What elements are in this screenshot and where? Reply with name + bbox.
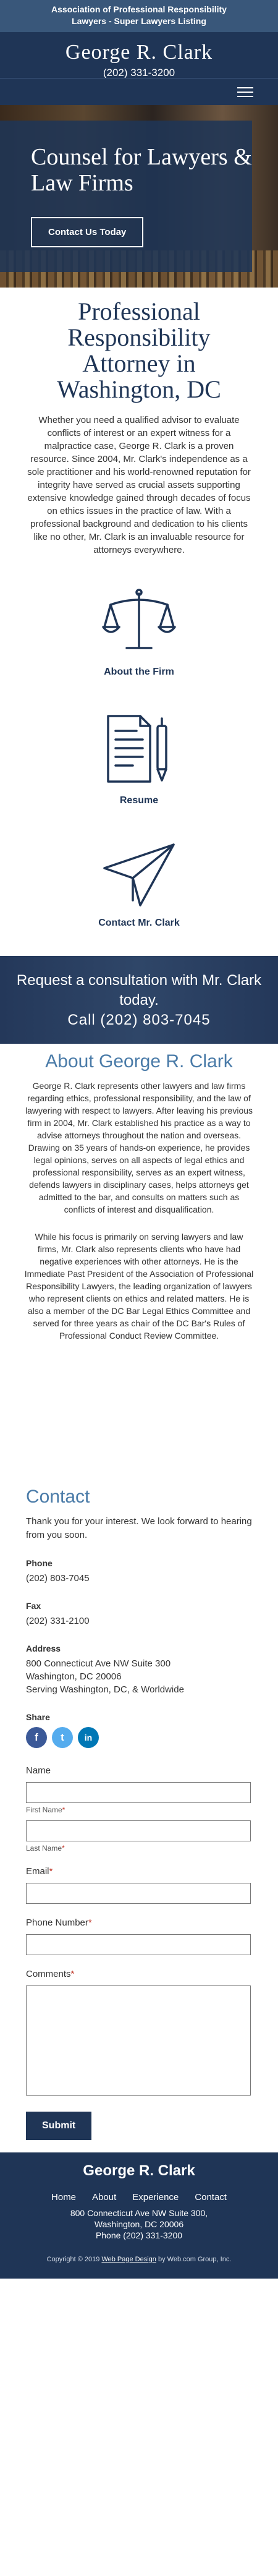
share-label: Share <box>26 1712 50 1722</box>
last-name-input[interactable] <box>26 1820 251 1841</box>
nav-bar <box>0 78 278 105</box>
consultation-band <box>0 956 278 1044</box>
email-label: Email* <box>26 1866 53 1877</box>
footer-nav <box>0 2192 278 2203</box>
footer-nav-experience[interactable]: Experience <box>132 2192 179 2203</box>
paper-plane-icon <box>102 841 176 909</box>
consult-phone[interactable]: Call (202) 803-7045 <box>67 1012 211 1028</box>
share-buttons <box>26 1727 252 1748</box>
hamburger-menu-icon[interactable] <box>237 87 253 97</box>
comments-textarea[interactable] <box>26 1985 251 2096</box>
first-name-label: First Name* <box>26 1806 65 1814</box>
fax-value: (202) 331-2100 <box>26 1616 90 1626</box>
twitter-icon[interactable]: t <box>52 1727 73 1748</box>
feature-label: About the Firm <box>104 667 174 677</box>
web-design-link[interactable]: Web Page Design <box>101 2256 156 2263</box>
fax-label: Fax <box>26 1601 41 1611</box>
address-line-2: Washington, DC 20006 <box>26 1671 122 1682</box>
feature-resume[interactable] <box>0 712 278 806</box>
about-paragraph-2: While his focus is primarily on serving lawyers and law firms, Mr. Clark also represents clients who have had negative experiences with other attorneys. He is the Immediate Past President of the Association of Professional Responsibility Lawyers, the leading organization of lawyers who represent clients on ethics and related matters. He is also a member of the DC Bar Legal Ethics Committee and served for three years as chair of the DC Bar's Rules of Professional Conduct Review Committee. <box>24 1232 254 1341</box>
phone-value[interactable]: (202) 803-7045 <box>26 1573 90 1584</box>
footer-nav-contact[interactable]: Contact <box>195 2192 227 2203</box>
about-section <box>0 1044 278 1342</box>
footer-nav-about[interactable]: About <box>92 2192 117 2203</box>
document-icon <box>102 712 176 787</box>
intro-section <box>0 288 278 557</box>
footer-address-line-2: Washington, DC 20006 <box>94 2219 184 2229</box>
phone-number-input[interactable] <box>26 1934 251 1955</box>
intro-heading: Professional Responsibility Attorney in Washington, DC <box>57 297 221 403</box>
contact-section <box>0 1486 278 2140</box>
contact-heading: Contact <box>26 1486 90 1507</box>
footer-address <box>0 2207 278 2241</box>
address-value <box>26 1657 252 1696</box>
phone-label: Phone <box>26 1558 53 1568</box>
copyright-prefix: Copyright © 2019 <box>46 2256 100 2263</box>
site-header <box>0 32 278 105</box>
hero-banner <box>0 105 278 288</box>
submit-button[interactable]: Submit <box>26 2112 91 2140</box>
site-name[interactable]: George R. Clark <box>65 41 213 64</box>
scales-icon <box>102 584 176 658</box>
hero-panel <box>0 121 252 272</box>
site-footer <box>0 2152 278 2279</box>
facebook-icon[interactable]: f <box>26 1727 47 1748</box>
copyright <box>0 2256 278 2263</box>
footer-address-line-1: 800 Connecticut Ave NW Suite 300, <box>70 2208 208 2218</box>
copyright-suffix: by Web.com Group, Inc. <box>158 2256 232 2263</box>
address-label: Address <box>26 1644 61 1653</box>
intro-text: Whether you need a qualified advisor to evaluate conflicts of interest or an expert witness for a malpractice case, George R. Clark is a proven resource. Since 2004, Mr. Clark's independence as a sole practitioner and his world-renowned reputation for integrity have served as crucial assets supporting extensive knowledge gained through decades of focus on ethics issues in the practice of law. With a professional background and dedication to his clients like no other, Mr. Clark is an invaluable resource for attorneys everywhere. <box>27 415 251 555</box>
consult-text: Request a consultation with Mr. Clark today. <box>16 972 262 1009</box>
footer-name: George R. Clark <box>83 2162 195 2179</box>
feature-contact[interactable] <box>0 841 278 929</box>
banner-line-2: Lawyers - Super Lawyers Listing <box>72 16 206 26</box>
last-name-label: Last Name* <box>26 1844 65 1853</box>
feature-label: Resume <box>119 795 159 806</box>
banner-line-1: Association of Professional Responsibility <box>51 4 227 14</box>
contact-thanks: Thank you for your interest. We look forward to hearing from you soon. <box>26 1516 252 1540</box>
association-banner[interactable] <box>0 0 278 32</box>
email-input[interactable] <box>26 1883 251 1904</box>
address-line-1: 800 Connecticut Ave NW Suite 300 <box>26 1658 171 1669</box>
feature-label: Contact Mr. Clark <box>98 918 180 928</box>
about-paragraph-1: George R. Clark represents other lawyers and law firms regarding ethics, professional responsibility, and the law of lawyering with respect to lawyers. After leaving his previous firm in 2004, Mr. Clark established his practice as a way to advise attorneys throughout the nation and overseas. Drawing on 35 years of hands-on experience, he provides legal opinions, serves on all aspects of legal ethics and professional responsibility, serves as an expert witness, defends lawyers in disciplinary cases, helps attorneys get admitted to the bar, and consults on matters such as conflicts of interest and disqualification. <box>25 1081 253 1214</box>
linkedin-icon[interactable]: in <box>78 1727 99 1748</box>
comments-label: Comments* <box>26 1969 75 1979</box>
name-label: Name <box>26 1765 51 1776</box>
first-name-input[interactable] <box>26 1782 251 1803</box>
footer-phone[interactable]: Phone (202) 331-3200 <box>95 2230 183 2240</box>
phone-number-label: Phone Number* <box>26 1917 92 1928</box>
hero-heading: Counsel for Lawyers & Law Firms <box>31 144 252 196</box>
address-line-3: Serving Washington, DC, & Worldwide <box>26 1684 184 1695</box>
footer-nav-home[interactable]: Home <box>51 2192 77 2203</box>
feature-about-firm[interactable] <box>0 584 278 678</box>
header-phone[interactable]: (202) 331-3200 <box>103 67 175 79</box>
about-heading: About George R. Clark <box>45 1051 233 1072</box>
contact-us-button[interactable]: Contact Us Today <box>31 217 143 247</box>
